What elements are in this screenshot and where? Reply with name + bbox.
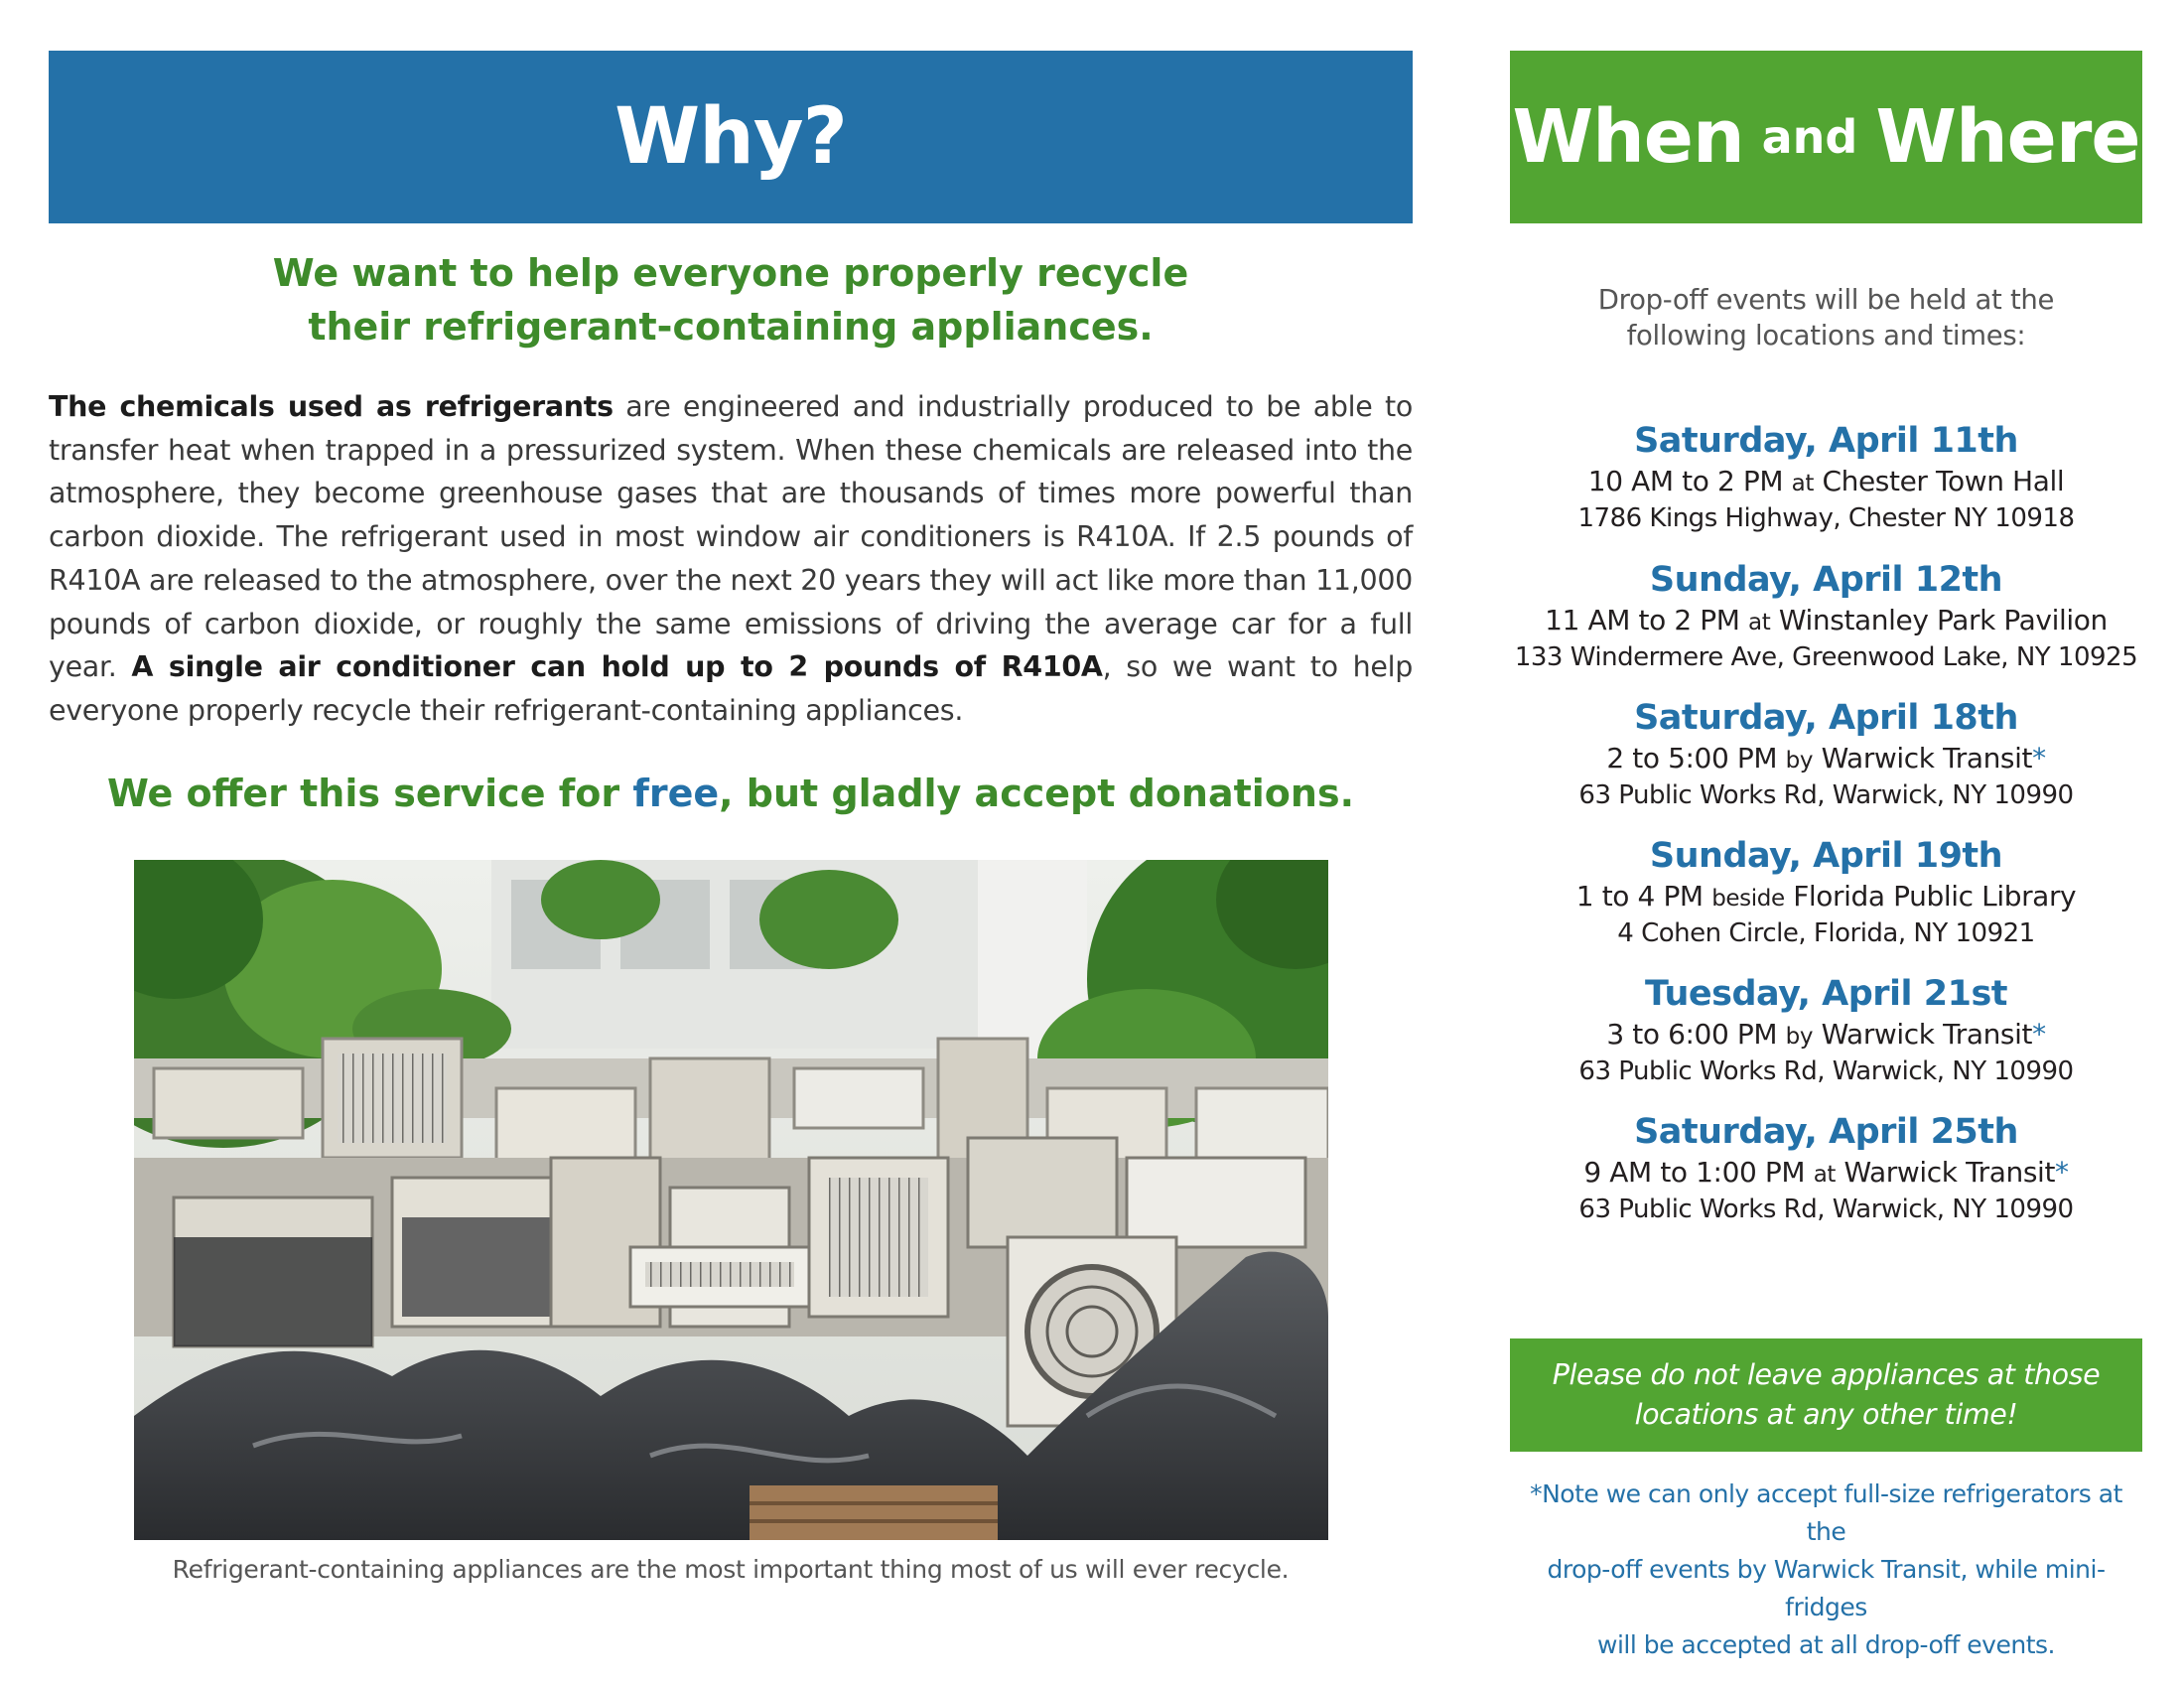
notice-text [1549,1355,2105,1435]
title-where: Where [1875,94,2140,180]
event-time [1510,603,2142,640]
event-address: 63 Public Works Rd, Warwick, NY 10990 [1578,780,2074,810]
offer-part-2: , but gladly accept donations. [719,772,1355,815]
event-to: to [1638,604,1666,636]
event-end: 1:00 PM [1696,1156,1806,1189]
event-day: Tuesday, April 21st [1644,974,2008,1014]
offer-free-word: free [632,772,720,815]
dropoff-intro-line-1: Drop-off events will be held at the [1597,284,2055,316]
body-bold-air-conditioner: A single air conditioner can hold up to 2 pounds of R410A [131,650,1103,684]
dropoff-intro [1510,282,2142,353]
event-star: * [2032,1018,2046,1051]
offer-part-1: We offer this service for [106,772,633,815]
body-text-part-1: are engineered and industrially produced to be able to transfer heat when trapped in a pressurized system. When these chemicals are released into the atmosphere, they become greenhouse gases that are thousands of times more powerful than carbon dioxide. The refrigerant used in most window air conditioners is R410A. If 2.5 pounds of R410A are released to the atmosphere, over the next 20 years they will act like more than 11,000 pounds of carbon dioxide, or roughly the same emissions of driving the average car for a full year. [49,390,1413,684]
dropoff-intro-line-2: following locations and times: [1626,320,2026,352]
event-start: 9 AM [1583,1156,1652,1189]
air-conditioners-photo [134,860,1328,1540]
event-time [1510,1017,2142,1055]
event-end: 6:00 PM [1668,1018,1778,1051]
event-to: to [1682,465,1709,497]
event-connector: beside [1711,886,1785,912]
event-star: * [2032,742,2046,774]
event-start: 3 [1606,1018,1624,1051]
event-address: 1786 Kings Highway, Chester NY 10918 [1577,503,2075,533]
event-start: 11 AM [1545,604,1631,636]
footnote-line-1: *Note we can only accept full-size refrigerators at the [1530,1479,2122,1546]
event-day: Saturday, April 18th [1634,698,2018,738]
event-connector: by [1785,748,1814,774]
why-header-banner [49,51,1413,223]
event-block [1510,833,2142,950]
footnote-line-3: will be accepted at all drop-off events. [1597,1630,2055,1659]
when-where-header-banner [1510,51,2142,223]
event-block [1510,418,2142,535]
event-address: 4 Cohen Circle, Florida, NY 10921 [1617,918,2035,948]
event-time [1510,464,2142,501]
event-connector: at [1748,610,1771,635]
event-place: Warwick Transit [1821,1018,2033,1051]
event-to: to [1632,1018,1660,1051]
intro-heading-line-1: We want to help everyone properly recycle [272,251,1189,295]
offer-line [49,767,1413,820]
event-end: 4 PM [1637,880,1704,913]
notice-line-2: locations at any other time! [1634,1398,2018,1431]
event-star: * [2055,1156,2069,1189]
event-block [1510,557,2142,674]
event-address: 133 Windermere Ave, Greenwood Lake, NY 10925 [1514,642,2138,672]
event-place: Warwick Transit [1821,742,2033,774]
event-block [1510,695,2142,812]
title-when: When [1512,94,1744,180]
why-title: Why? [614,92,847,182]
event-time [1510,741,2142,778]
event-connector: by [1785,1024,1814,1050]
event-time [1510,879,2142,916]
event-connector: at [1791,471,1814,496]
footnote [1510,1476,2142,1664]
event-connector: at [1813,1162,1836,1188]
intro-heading [49,246,1413,353]
intro-heading-line-2: their refrigerant-containing appliances. [308,305,1154,349]
notice-box [1510,1338,2142,1452]
event-address: 63 Public Works Rd, Warwick, NY 10990 [1578,1056,2074,1086]
event-end: 2 PM [1674,604,1740,636]
event-to: to [1601,880,1630,913]
event-place: Chester Town Hall [1822,465,2065,497]
event-end: 5:00 PM [1668,742,1778,774]
event-block [1510,971,2142,1088]
photo-caption: Refrigerant-containing appliances are the most important thing most of us will ever recycle. [172,1555,1290,1584]
event-start: 2 [1606,742,1624,774]
event-block [1510,1109,2142,1226]
title-and: and [1761,110,1858,164]
footnote-line-2: drop-off events by Warwick Transit, while mini-fridges [1547,1555,2106,1621]
event-time [1510,1155,2142,1193]
event-end: 2 PM [1716,465,1784,497]
event-day: Saturday, April 11th [1634,421,2018,461]
event-to: to [1632,742,1660,774]
event-day: Sunday, April 19th [1649,836,2003,876]
notice-line-1: Please do not leave appliances at those [1552,1358,2101,1391]
event-to: to [1660,1156,1688,1189]
body-bold-chemicals: The chemicals used as refrigerants [49,390,614,423]
event-place: Winstanley Park Pavilion [1778,604,2108,636]
why-body-paragraph [49,385,1413,733]
event-start: 10 AM [1587,465,1674,497]
event-day: Sunday, April 12th [1649,560,2003,600]
event-start: 1 [1575,880,1594,913]
body-text-part-2: , so we want to help everyone properly recycle their refrigerant-containing appliances. [49,650,1413,727]
event-place: Florida Public Library [1793,880,2077,913]
event-address: 63 Public Works Rd, Warwick, NY 10990 [1578,1195,2074,1224]
event-day: Saturday, April 25th [1634,1112,2018,1152]
event-place: Warwick Transit [1843,1156,2056,1189]
